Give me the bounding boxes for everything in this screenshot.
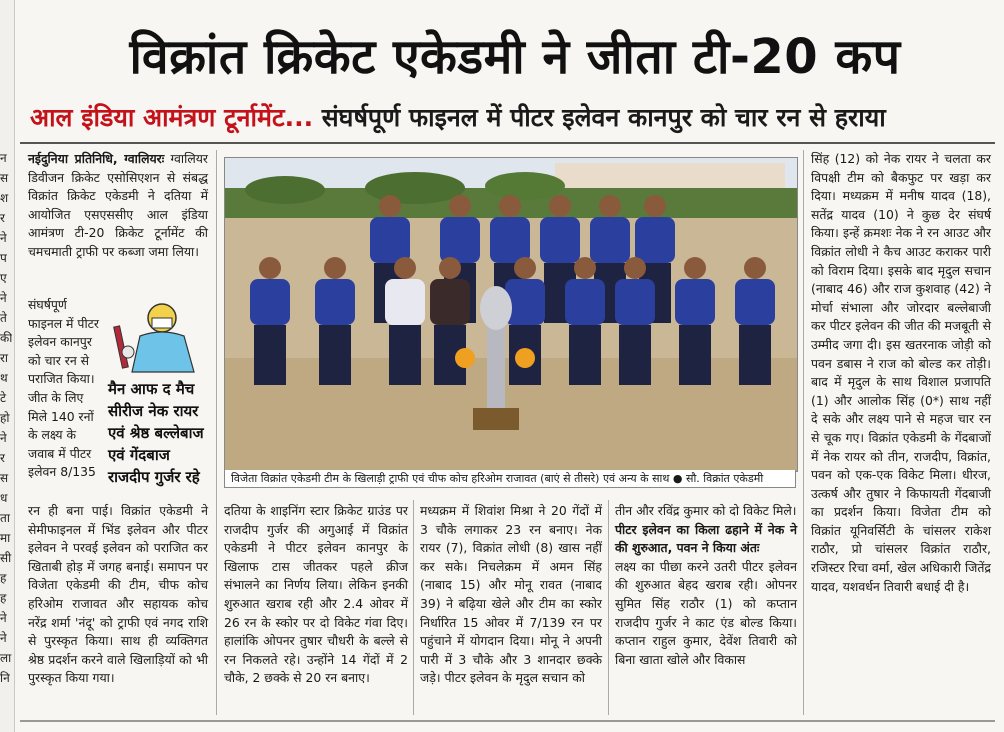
strip-fragment: श <box>0 191 9 205</box>
batsman-illustration <box>110 296 210 376</box>
column-divider <box>216 150 217 715</box>
strip-fragment: ए <box>0 271 7 285</box>
strip-fragment: ह <box>0 591 7 605</box>
strip-fragment: मा <box>0 531 11 545</box>
column-4-subhead: पीटर इलेवन का किला ढहाने में नेक ने की शुरुआत, पवन ने किया अंतः <box>615 521 797 556</box>
strip-fragment: टे <box>0 391 7 405</box>
column-divider <box>608 500 609 715</box>
team-photo-illustration <box>225 158 797 471</box>
strip-fragment: रा <box>0 351 9 365</box>
bottom-rule <box>20 720 995 722</box>
strip-fragment: न <box>0 151 7 165</box>
team-photo <box>224 157 798 472</box>
column-1-paragraph-1: ग्वालियर डिवीजन क्रिकेट एसोसिएशन से संबद्ध विक्रांत क्रिकेट एकेडमी ने दतिया में आयोजित एसएससीए आल इंडिया आमंत्रण टी-20 क्रिकेट टूर्नामेंट की चमचमाती ट्राफी पर कब्जा जमा लिया। <box>28 151 208 259</box>
column-4-paragraph-1: तीन और रविंद्र कुमार को दो विकेट मिले। <box>615 503 797 518</box>
column-2: दतिया के शाइनिंग स्टार क्रिकेट ग्राउंड पर राजदीप गुर्जर की अगुआई में विक्रांत एकेडमी ने पीटर इलेवन कानपुर के खिलाफ टास जीतकर पहले क्रीज संभालने का निर्णय लिया। लेकिन इनकी शुरुआत खराब रही और 2.4 ओवर में 26 रन के स्कोर पर दो विकेट गंवा दिए। हालांकि ओपनर तुषार चौधरी के बल्ले से रन निकलते रहे। उन्होंने 14 गेंदों में 2 चौके, 2 छक्के से 20 रन बनाए। <box>224 503 408 686</box>
strip-fragment: सी <box>0 551 12 565</box>
strip-fragment: ने <box>0 231 7 245</box>
strip-fragment: ने <box>0 611 7 625</box>
column-divider <box>413 500 414 715</box>
column-4-paragraph-2: लक्ष्य का पीछा करने उतरी पीटर इलेवन की शुरुआत बेहद खराब रही। ओपनर सुमित सिंह राठौर (1) को कप्तान राजदीप गुर्जर ने काट एंड बोल्ड किया। कप्तान राहुल कुमार, देवेंश तिवारी को बिना खाता खोले और विकास <box>615 558 797 667</box>
strip-fragment: ता <box>0 511 10 525</box>
strip-fragment: ने <box>0 291 7 305</box>
headline-rule <box>20 142 995 144</box>
strip-fragment: की <box>0 331 12 345</box>
photo-caption: विजेता विक्रांत एकेडमी टीम के खिलाड़ी ट्राफी एवं चीफ कोच हरिओम राजावत (बाएं से तीसरे) एवं अन्य के साथ ● सौ. विक्रांत एकेडमी <box>224 470 796 488</box>
strip-fragment: ने <box>0 431 7 445</box>
subheadline-kicker: आल इंडिया आमंत्रण टूर्नामेंट... <box>30 103 314 132</box>
column-1-bottom: रन ही बना पाई। विक्रांत एकेडमी ने सेमीफाइनल में भिंड इलेवन और पीटर इलेवन ने परवई इलेवन को पराजित कर खिताबी होड़ में जगह बनाई। समापन पर विजेता एकेडमी की टीम, चीफ कोच हरिओम राजावत और सहायक कोच नरेंद्र शर्मा 'नंदू' को ट्राफी एवं नगद राशि से पुरस्कृत किया। साथ ही व्यक्तिगत श्रेष्ठ प्रदर्शन करने वाले खिलाड़ियों को भी पुरस्कृत किया गया। <box>28 503 208 686</box>
strip-fragment: ते <box>0 311 7 325</box>
strip-fragment: नि <box>0 671 10 685</box>
strip-fragment: र <box>0 451 5 465</box>
strip-fragment: प <box>0 251 7 265</box>
dateline: नईदुनिया प्रतिनिधि, ग्वालियरः <box>28 151 165 166</box>
column-1-narrow: संघर्षपूर्ण फाइनल में पीटर इलेवन कानपुर को चार रन से पराजित किया। जीत के लिए मिले 140 रनों के लक्ष्य के जवाब में पीटर इलेवन 8/135 <box>28 297 99 480</box>
strip-fragment: थ <box>0 371 8 385</box>
strip-fragment: र <box>0 211 5 225</box>
strip-fragment: स <box>0 471 9 485</box>
column-3: मध्यक्रम में शिवांश मिश्रा ने 20 गेंदों में 3 चौके लगाकर 23 रन बनाए। नेक रायर (7), विक्रांत लोधी (8) खास नहीं कर सके। निचलेक्रम में अमन सिंह (नाबाद 15) और मोनू रावत (नाबाद 39) ने बढ़िया खेले और टीम का स्कोर निर्धारित 15 ओवर में 7/139 रन पर पहुंचाने में योगदान दिया। मोनू ने अपनी पारी में 3 चौके और 3 शानदार छक्के जड़े। पीटर इलेवन के मृदुल सचान को <box>420 503 602 686</box>
column-1-top <box>28 150 208 262</box>
subheadline <box>30 100 990 136</box>
column-divider <box>803 150 804 715</box>
subheadline-text: संघर्षपूर्ण फाइनल में पीटर इलेवन कानपुर को चार रन से हराया <box>313 103 886 132</box>
headline: विक्रांत क्रिकेट एकेडमी ने जीता टी-20 कप <box>129 29 901 85</box>
strip-fragment: स <box>0 171 9 185</box>
strip-fragment: हो <box>0 411 10 425</box>
strip-fragment: ला <box>0 651 12 665</box>
strip-fragment: ने <box>0 631 7 645</box>
column-4 <box>615 502 797 669</box>
column-5: सिंह (12) को नेक रायर ने चलता कर विपक्षी टीम को बैकफुट पर खड़ा कर दिया। मध्यक्रम में मनीष यादव (18), सतेंद्र यादव (10) ने कुछ देर संघर्ष किया। इन्हें क्रमशः नेक ने रन आउट और विक्रांत लोधी ने कैच आउट कराकर पारी को विराम दिया। इसके बाद मृदुल सचान (नाबाद 46) और राज कुशवाह (42) ने मोर्चा संभाला और जोरदार बल्लेबाजी कर पीटर इलेवन की जीत की मजबूती से उम्मीद जगा दी। इस खतरनाक जोड़ी को पवन डबास ने राज को बोल्ड कर तोड़ी। बाद में मृदुल के साथ विशाल प्रजापति (1) और आलोक सिंह (0*) साथ नहीं दे सके और लक्ष्य पाने से महज चार रन से चूक गए। विक्रांत एकेडमी के गेंदबाजों में नेक रायर को तीन, राजदीप, विक्रांत, पवन को एक-एक विकेट मिला। धीरज, उत्कर्ष और तुषार ने किफायती गेंदबाजी का प्रदर्शन किया। विजेता टीम को विक्रांत यूनिवर्सिटी के चांसलर राकेश राठौर, प्रो चांसलर विक्रांत राठौर, रजिस्टर रिचा वर्मा, खेल अधिकारी जितेंद्र यादव, यशवर्धन तिवारी बधाई दी है। <box>811 151 991 594</box>
strip-fragment: ध <box>0 491 8 505</box>
pull-quote: मैन आफ द मैच सीरीज नेक रायर एवं श्रेष्ठ बल्लेबाज एवं गेंदबाज राजदीप गुर्जर रहे <box>108 380 204 486</box>
adjacent-column-strip <box>0 0 15 732</box>
strip-fragment: ह <box>0 571 7 585</box>
